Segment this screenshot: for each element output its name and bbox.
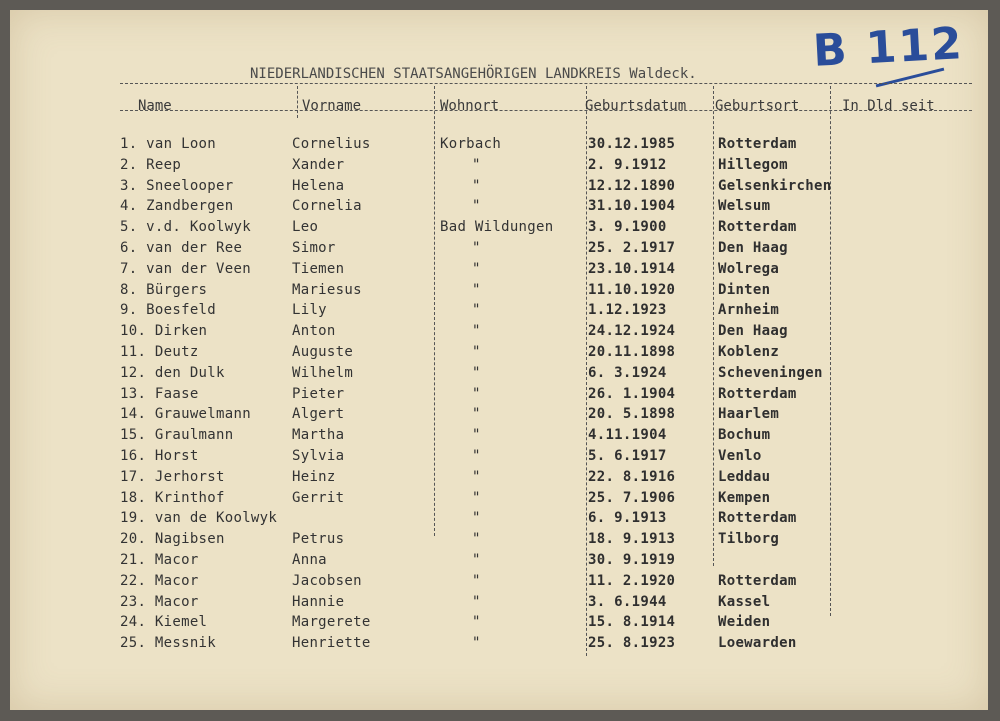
row-geburtsort: Rotterdam [718,136,797,152]
row-vorname: Simor [292,240,336,256]
header-top-rule [120,83,972,84]
row-geburtsort: Kempen [718,489,771,506]
row-wohnort: " [472,302,481,319]
row-geburtsdatum: 4.11.1904 [588,427,667,444]
row-vorname: Heinz [292,468,336,485]
row-geburtsdatum: 11.10.1920 [588,281,676,298]
row-name: 2. Reep [120,156,182,173]
row-vorname: Tiemen [292,260,345,277]
row-name: 20. Nagibsen [120,531,225,548]
column-divider [830,86,831,616]
row-wohnort: " [472,260,481,277]
row-geburtsdatum: 23.10.1914 [588,260,676,277]
row-name: 9. Boesfeld [120,302,217,319]
header-vorname: Vorname [302,98,362,114]
row-wohnort: Bad Wildungen [440,219,554,236]
header-geburtsdatum: Geburtsdatum [585,98,687,114]
row-name: 14. Grauwelmann [120,406,251,423]
row-vorname: Anna [292,552,327,568]
row-vorname: Cornelius [292,136,371,152]
row-wohnort: Korbach [440,136,502,152]
row-vorname: Pieter [292,385,345,402]
column-divider [434,86,435,536]
row-geburtsdatum: 26. 1.1904 [588,385,676,402]
row-name: 12. den Dulk [120,364,225,381]
row-geburtsort: Rotterdam [718,219,797,236]
row-vorname: Cornelia [292,198,362,215]
document-heading: NIEDERLANDISCHEN STAATSANGEHÖRIGEN LANDKREIS Waldeck. [250,66,697,82]
header-name: Name [138,98,172,114]
row-geburtsort: Rotterdam [718,572,797,589]
row-name: 25. Messnik [120,635,217,652]
header-in-dld-seit: In Dld seit [842,98,935,114]
row-name: 5. v.d. Koolwyk [120,219,251,236]
row-geburtsdatum: 31.10.1904 [588,198,676,215]
row-geburtsdatum: 6. 9.1913 [588,510,667,527]
row-geburtsdatum: 25. 2.1917 [588,240,676,256]
row-wohnort: " [472,489,481,506]
row-name: 6. van der Ree [120,240,243,256]
row-wohnort: " [472,552,481,568]
column-divider [713,86,714,566]
row-vorname: Algert [292,406,345,423]
row-geburtsort: Welsum [718,198,771,215]
row-name: 13. Faase [120,385,199,402]
row-wohnort: " [472,427,481,444]
row-geburtsort: Koblenz [718,344,780,360]
row-vorname: Hannie [292,593,345,610]
row-vorname: Helena [292,177,345,194]
row-wohnort: " [472,593,481,610]
row-wohnort: " [472,198,481,215]
row-name: 3. Sneelooper [120,177,234,194]
row-wohnort: " [472,323,481,340]
row-wohnort: " [472,635,481,652]
row-wohnort: " [472,510,481,527]
row-vorname: Xander [292,156,345,173]
row-wohnort: " [472,177,481,194]
row-geburtsort: Den Haag [718,240,788,256]
row-vorname: Gerrit [292,489,345,506]
row-geburtsdatum: 25. 8.1923 [588,635,676,652]
row-name: 10. Dirken [120,323,208,340]
row-geburtsdatum: 25. 7.1906 [588,489,676,506]
row-geburtsdatum: 15. 8.1914 [588,614,676,631]
row-wohnort: " [472,364,481,381]
row-vorname: Lily [292,302,327,319]
row-geburtsdatum: 11. 2.1920 [588,572,676,589]
row-geburtsort: Gelsenkirchen [718,177,832,194]
row-wohnort: " [472,448,481,464]
row-geburtsdatum: 12.12.1890 [588,177,676,194]
row-vorname: Auguste [292,344,354,360]
row-name: 1. van Loon [120,136,217,152]
row-geburtsdatum: 30.12.1985 [588,136,676,152]
row-wohnort: " [472,406,481,423]
row-wohnort: " [472,572,481,589]
handwritten-reference: B 112 [811,18,965,77]
row-geburtsort: Weiden [718,614,771,631]
row-vorname: Leo [292,219,319,236]
row-geburtsdatum: 20. 5.1898 [588,406,676,423]
row-geburtsdatum: 24.12.1924 [588,323,676,340]
row-geburtsdatum: 1.12.1923 [588,302,667,319]
row-name: 4. Zandbergen [120,198,234,215]
row-geburtsdatum: 30. 9.1919 [588,552,676,568]
document-page [10,10,988,710]
row-geburtsdatum: 18. 9.1913 [588,531,676,548]
row-geburtsdatum: 5. 6.1917 [588,448,667,464]
row-wohnort: " [472,531,481,548]
row-geburtsort: Rotterdam [718,510,797,527]
row-geburtsort: Rotterdam [718,385,797,402]
row-name: 23. Macor [120,593,199,610]
column-divider [297,86,298,118]
row-name: 24. Kiemel [120,614,208,631]
row-name: 21. Macor [120,552,199,568]
row-name: 17. Jerhorst [120,468,225,485]
row-wohnort: " [472,468,481,485]
row-vorname: Petrus [292,531,345,548]
row-name: 15. Graulmann [120,427,234,444]
header-wohnort: Wohnort [440,98,500,114]
row-vorname: Margerete [292,614,371,631]
row-geburtsort: Tilborg [718,531,780,548]
row-geburtsdatum: 20.11.1898 [588,344,676,360]
row-geburtsort: Den Haag [718,323,788,340]
row-name: 22. Macor [120,572,199,589]
row-vorname: Henriette [292,635,371,652]
row-vorname: Jacobsen [292,572,362,589]
row-vorname: Sylvia [292,448,345,464]
row-geburtsdatum: 3. 6.1944 [588,593,667,610]
row-geburtsdatum: 6. 3.1924 [588,364,667,381]
row-geburtsort: Loewarden [718,635,797,652]
row-wohnort: " [472,281,481,298]
row-geburtsdatum: 3. 9.1900 [588,219,667,236]
row-wohnort: " [472,156,481,173]
row-name: 7. van der Veen [120,260,251,277]
row-vorname: Anton [292,323,336,340]
row-wohnort: " [472,344,481,360]
row-name: 8. Bürgers [120,281,208,298]
row-name: 11. Deutz [120,344,199,360]
row-wohnort: " [472,240,481,256]
row-geburtsdatum: 22. 8.1916 [588,468,676,485]
header-geburtsort: Geburtsort [715,98,800,114]
row-geburtsort: Hillegom [718,156,788,173]
row-geburtsort: Dinten [718,281,771,298]
row-vorname: Martha [292,427,345,444]
row-vorname: Mariesus [292,281,362,298]
row-wohnort: " [472,614,481,631]
row-name: 18. Krinthof [120,489,225,506]
row-geburtsort: Kassel [718,593,771,610]
row-geburtsort: Wolrega [718,260,780,277]
row-name: 16. Horst [120,448,199,464]
row-geburtsort: Leddau [718,468,771,485]
row-geburtsort: Venlo [718,448,762,464]
row-wohnort: " [472,385,481,402]
row-geburtsort: Scheveningen [718,364,823,381]
row-geburtsort: Arnheim [718,302,780,319]
row-geburtsort: Haarlem [718,406,780,423]
row-geburtsort: Bochum [718,427,771,444]
column-divider [586,86,587,656]
row-geburtsdatum: 2. 9.1912 [588,156,667,173]
row-vorname: Wilhelm [292,364,354,381]
row-name: 19. van de Koolwyk [120,510,278,527]
